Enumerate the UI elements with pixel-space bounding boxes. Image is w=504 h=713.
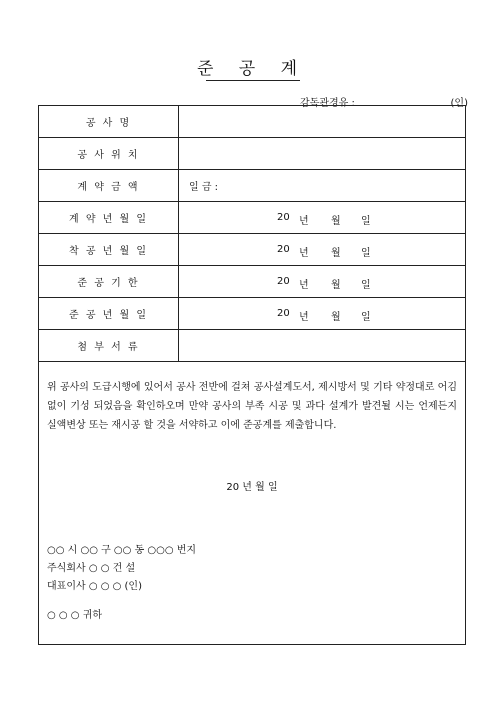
date-year: 20: [277, 244, 290, 255]
field-value[interactable]: [179, 106, 466, 138]
date-day-unit: 일: [361, 312, 371, 323]
fields-table: [39, 106, 465, 362]
date-day-unit: 일: [361, 248, 371, 259]
field-value[interactable]: [179, 138, 466, 170]
field-value[interactable]: [179, 330, 466, 362]
date-year: 20: [277, 308, 290, 319]
document-title: 준 공 계: [196, 59, 308, 79]
date-month-unit: 월: [331, 248, 341, 259]
date-year: 20: [277, 276, 290, 287]
field-value-date[interactable]: [179, 202, 466, 234]
field-label: 계 약 금 액: [39, 170, 179, 202]
signature-date: 20 년 월 일: [226, 482, 278, 493]
statement-paragraph: 위 공사의 도급시행에 있어서 공사 전반에 걸쳐 공사설계도서, 제시방서 및 기타 약정대로 어김없이 기성 되었음을 확인하오며 만약 공사의 부족 시공 및 과다 설계가 발견될 시는 언제든지 실액변상 또는 재시공 할 것을 서약하고 이에 준공계를 제출합니다.: [47, 382, 457, 431]
field-value-date[interactable]: [179, 298, 466, 330]
field-row-start-date: [39, 234, 465, 266]
field-value-amount[interactable]: 일 금 :: [179, 170, 466, 202]
field-row-contract-amount: [39, 170, 465, 202]
applicant-address: ○○ 시 ○○ 구 ○○ 동 ○○○ 번지: [47, 545, 197, 556]
form-frame: [38, 105, 466, 645]
field-row-completion-date: [39, 298, 465, 330]
recipient: ○ ○ ○ 귀하: [47, 610, 103, 621]
date-year-unit: 년: [299, 248, 309, 259]
field-row-deadline: [39, 266, 465, 298]
applicant-block: [47, 542, 196, 596]
date-month-unit: 월: [331, 312, 341, 323]
date-day-unit: 일: [361, 280, 371, 291]
date-month-unit: 월: [331, 216, 341, 227]
title-underline: [206, 80, 300, 81]
supervisor-label: 감독관경유 :: [300, 98, 355, 109]
field-label: 공 사 위 치: [39, 138, 179, 170]
date-year-unit: 년: [299, 312, 309, 323]
field-row-contract-date: [39, 202, 465, 234]
field-label: 착 공 년 월 일: [39, 234, 179, 266]
field-row-project-name: [39, 106, 465, 138]
field-label: 준 공 년 월 일: [39, 298, 179, 330]
field-label: 첨 부 서 류: [39, 330, 179, 362]
supervisor-seal: (인): [450, 98, 468, 109]
applicant-ceo: 대표이사 ○ ○ ○ (인): [47, 581, 142, 592]
field-value-date[interactable]: [179, 266, 466, 298]
field-label: 준 공 기 한: [39, 266, 179, 298]
date-month-unit: 월: [331, 280, 341, 291]
date-year-unit: 년: [299, 280, 309, 291]
date-year-unit: 년: [299, 216, 309, 227]
field-label: 계 약 년 월 일: [39, 202, 179, 234]
field-row-location: [39, 138, 465, 170]
field-label: 공 사 명: [39, 106, 179, 138]
date-day-unit: 일: [361, 216, 371, 227]
field-row-attachments: [39, 330, 465, 362]
applicant-company: 주식회사 ○ ○ 건 설: [47, 563, 136, 574]
field-value-date[interactable]: [179, 234, 466, 266]
date-year: 20: [277, 212, 290, 223]
